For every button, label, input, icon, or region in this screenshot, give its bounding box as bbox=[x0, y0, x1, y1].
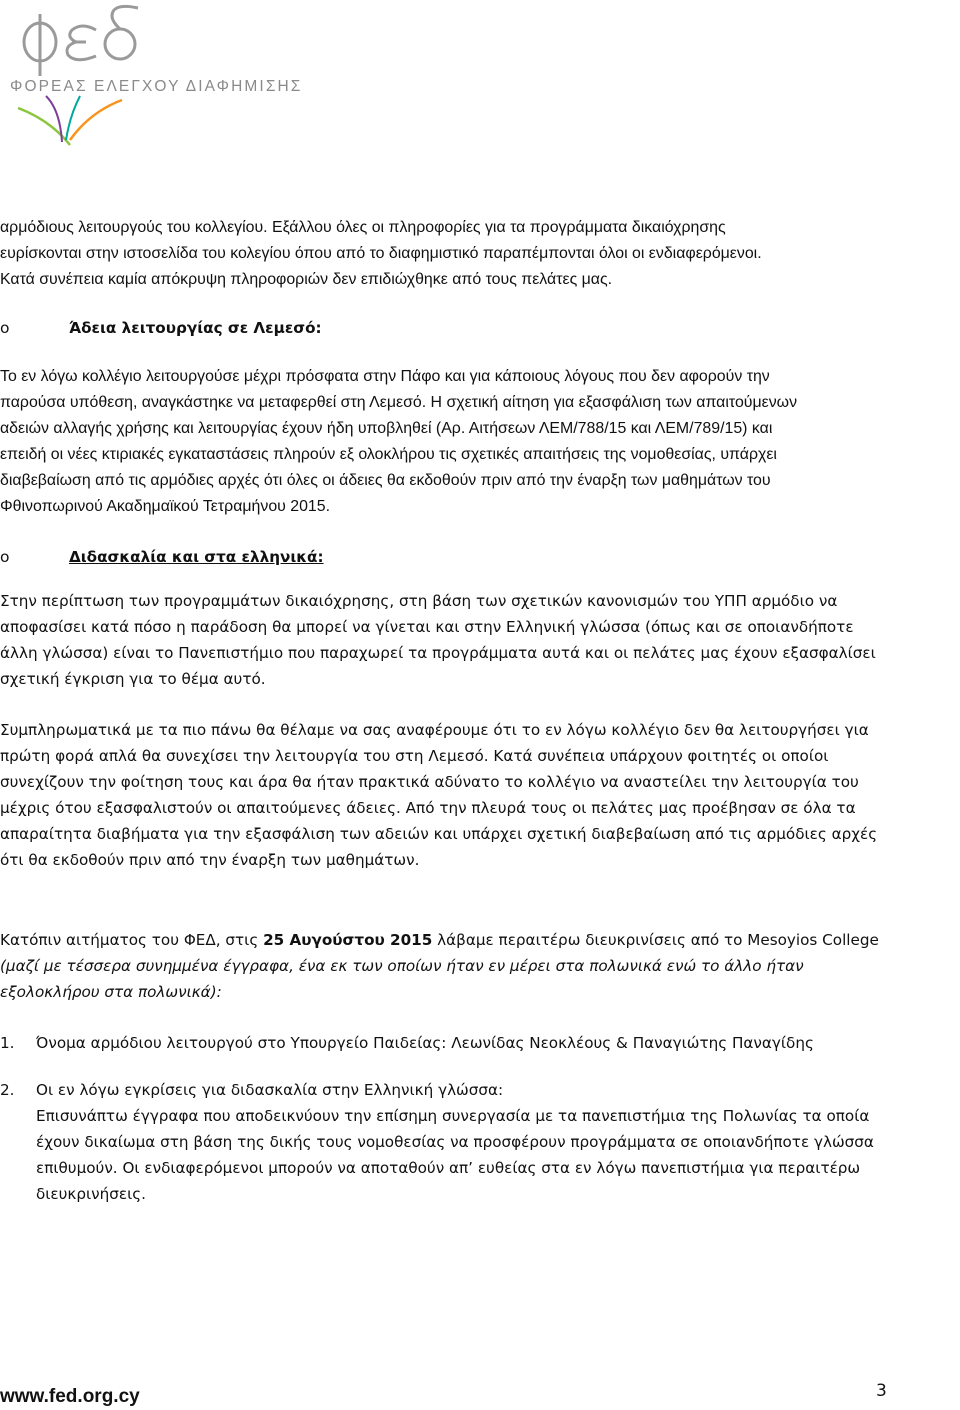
footer-url[interactable]: www.fed.org.cy bbox=[0, 1386, 140, 1407]
intro-paragraph bbox=[0, 215, 960, 293]
logo-subtitle: ΦΟΡΕΑΣ ΕΛΕΓΧΟΥ ΔΙΑΦΗΜΙΣΗΣ bbox=[10, 78, 303, 95]
item-line: Όνομα αρμόδιου λειτουργού στο Υπουργείο Παιδείας: Λεωνίδας Νεοκλέους & Παναγιώτης Παναγίδης bbox=[36, 1034, 814, 1052]
fed-logo-graphic bbox=[10, 0, 310, 150]
numbered-item-2 bbox=[0, 1077, 960, 1207]
section1-heading: Άδεια λειτουργίας σε Λεμεσό: bbox=[69, 319, 322, 337]
section1-line: αδειών αλλαγής χρήσης και λειτουργίας έχουν ήδη υποβληθεί (Αρ. Αιτήσεων ΛΕΜ/788/15 και ΛΕΜ/789/15) και bbox=[0, 420, 773, 437]
paragraph3-line: συνεχίζουν την φοίτηση τους και άρα θα ήταν πρακτικά αδύνατο το κολλέγιο να αναστείλει την λειτουργία του bbox=[0, 773, 859, 791]
item-number: 1. bbox=[0, 1034, 15, 1052]
intro-line: ευρίσκονται στην ιστοσελίδα του κολεγίου όπου από το διαφημιστικό παραπέμπονται όλοι οι ενδιαφερόμενοι. bbox=[0, 245, 762, 262]
numbered-item-1 bbox=[0, 1030, 960, 1056]
paragraph4-italic-line: (μαζί με τέσσερα συνημμένα έγγραφα, ένα εκ των οποίων ήταν εν μέρει στα πολωνικά ενώ το άλλο ήταν bbox=[0, 957, 804, 975]
section1-body bbox=[0, 364, 960, 520]
paragraph4-date: 25 Αυγούστου 2015 bbox=[263, 931, 433, 949]
item-line: Οι εν λόγω εγκρίσεις για διδασκαλία στην Ελληνική γλώσσα: bbox=[36, 1081, 504, 1099]
paragraph3-line: μέχρις ότου εξασφαλιστούν οι απαιτούμενες άδειες. Από την πλευρά τους οι πελάτες μας προέβησαν σε όλα τα bbox=[0, 799, 856, 817]
paragraph3-line: πρώτη φορά απλά θα συνεχίσει την λειτουργία του στη Λεμεσό. Κατά συνέπεια υπάρχουν φοιτητές οι οποίοι bbox=[0, 747, 829, 765]
paragraph3-line: Συμπληρωματικά με τα πιο πάνω θα θέλαμε να σας αναφέρουμε ότι το εν λόγω κολλέγιο δεν θα λειτουργήσει για bbox=[0, 721, 869, 739]
section1-heading-row bbox=[0, 317, 960, 343]
item-line: επιθυμούν. Οι ενδιαφερόμενοι μπορούν να αποταθούν απ’ ευθείας στα εν λόγω πανεπιστήμια για περαιτέρω bbox=[36, 1159, 861, 1177]
section2-line: αποφασίσει κατά πόσο η παράδοση θα μπορεί να γίνεται και στην Ελληνική γλώσσα (όπως και σε οποιανδήποτε bbox=[0, 618, 854, 636]
paragraph4-text: Κατόπιν αιτήματος του ΦΕΔ, στις bbox=[0, 931, 264, 949]
section1-line: Το εν λόγω κολλέγιο λειτουργούσε μέχρι πρόσφατα στην Πάφο και για κάποιους λόγους που δεν αφορούν την bbox=[0, 368, 770, 385]
intro-line: αρμόδιους λειτουργούς του κολλεγίου. Εξάλλου όλες οι πληροφορίες για τα προγράμματα δικαιόχρησης bbox=[0, 219, 726, 236]
item-line: διευκρινήσεις. bbox=[36, 1185, 146, 1203]
item-line: Επισυνάπτω έγγραφα που αποδεικνύουν την επίσημη συνεργασία με τα πανεπιστήμια της Πολωνίας τα οποία bbox=[36, 1107, 870, 1125]
page-number: 3 bbox=[876, 1381, 887, 1401]
paragraph4-line1 bbox=[0, 927, 960, 953]
section1-line: διαβεβαίωση από τις αρμόδιες αρχές ότι όλες οι άδειες θα εκδοθούν πριν από την έναρξη των μαθημάτων του bbox=[0, 472, 771, 489]
section1-line: παρούσα υπόθεση, αναγκάστηκε να μεταφερθεί στη Λεμεσό. Η σχετική αίτηση για εξασφάλιση των απαιτούμενων bbox=[0, 394, 798, 411]
section2-heading: Διδασκαλία και στα ελληνικά: bbox=[69, 548, 324, 566]
section2-line: σχετική έγκριση για το θέμα αυτό. bbox=[0, 670, 266, 688]
fed-logo bbox=[10, 0, 310, 150]
paragraph-4 bbox=[0, 927, 960, 1005]
section2-line: άλλη γλώσσα) είναι το Πανεπιστήμιο που παραχωρεί τα προγράμματα αυτά και οι πελάτες μας έχουν εξασφαλίσει bbox=[0, 644, 876, 662]
section1-line: επειδή οι νέες κτιριακές εγκαταστάσεις πληρούν εξ ολοκλήρου τις σχετικές απαιτήσεις της νομοθεσίας, υπάρχει bbox=[0, 446, 777, 463]
intro-line: Κατά συνέπεια καμία απόκρυψη πληροφοριών δεν επιδιώχθηκε από τους πελάτες μας. bbox=[0, 271, 613, 288]
section2-line: Στην περίπτωση των προγραμμάτων δικαιόχρησης, στη βάση των σχετικών κανονισμών του ΥΠΠ αρμόδιο να bbox=[0, 592, 838, 610]
bullet-marker: o bbox=[0, 548, 10, 566]
paragraph3-line: απαραίτητα διαβήματα για την εξασφάλιση των αδειών και υπάρχει σχετική διαβεβαίωση από τις αρμόδιες αρχές bbox=[0, 825, 878, 843]
section1-line: Φθινοπωρινού Ακαδημαϊκού Τετραμήνου 2015. bbox=[0, 498, 331, 515]
paragraph4-text: λάβαμε περαιτέρω διευκρινίσεις από το Mesoyios College bbox=[432, 931, 879, 949]
paragraph-3 bbox=[0, 717, 960, 873]
paragraph4-italic-line: εξολοκλήρου στα πολωνικά): bbox=[0, 983, 222, 1001]
bullet-marker: o bbox=[0, 319, 10, 337]
item-line: έχουν δικαίωμα στη βάση της δικής τους νομοθεσίας να προσφέρουν προγράμματα σε οποιανδήποτε γλώσσα bbox=[36, 1133, 874, 1151]
paragraph3-line: ότι θα εκδοθούν πριν από την έναρξη των μαθημάτων. bbox=[0, 851, 420, 869]
section2-heading-row bbox=[0, 546, 960, 572]
section2-body bbox=[0, 588, 960, 692]
item-number: 2. bbox=[0, 1081, 15, 1099]
